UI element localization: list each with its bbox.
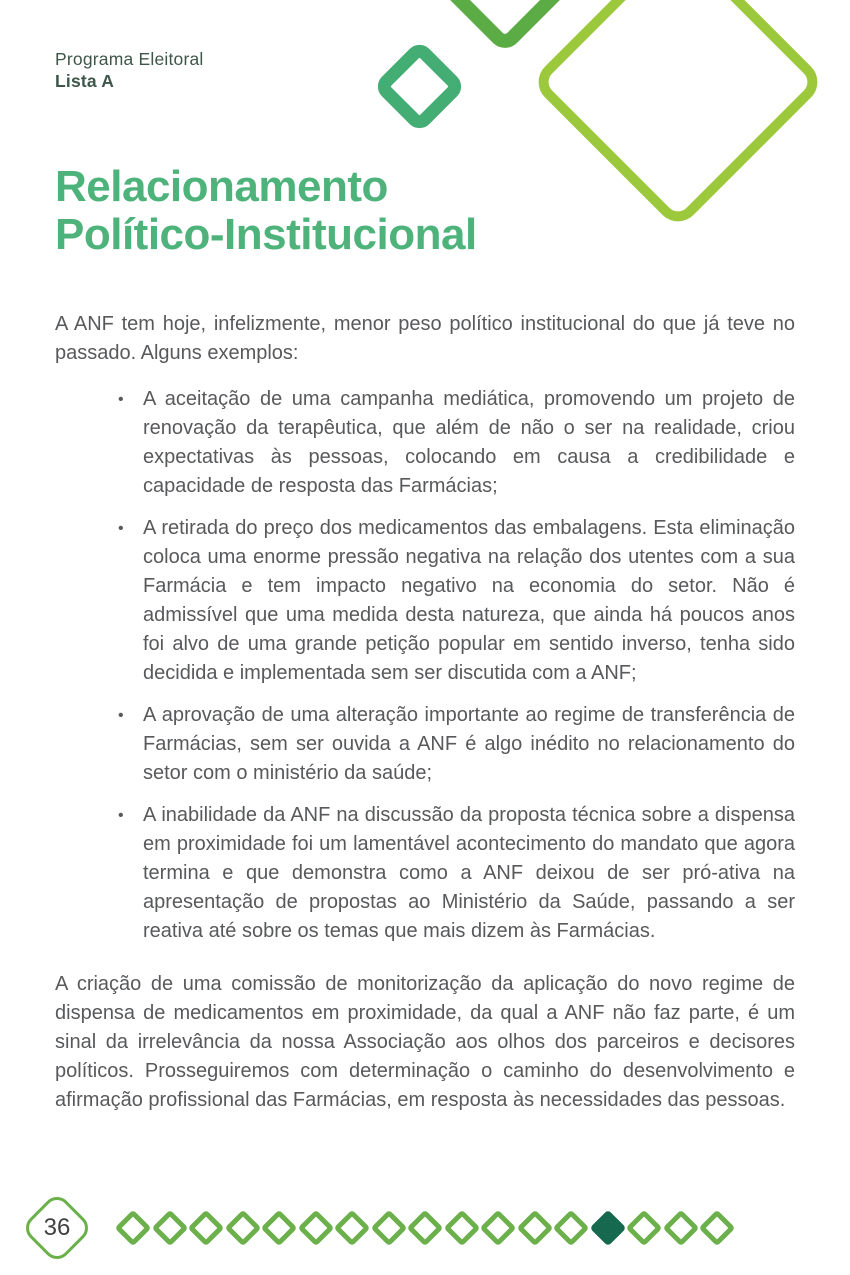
bullet-icon: •	[118, 707, 124, 724]
footer-diamond-icon	[297, 1210, 334, 1247]
diamond-outline-green-icon	[437, 0, 573, 55]
footer-diamond-icon	[662, 1210, 699, 1247]
bullet-text: A inabilidade da ANF na discussão da proposta técnica sobre a dispensa em proximidade foi um lamentável acontecimento do mandato que agora termina e que demonstra como a ANF deixou de ser pró-ativa na apresentação de propostas ao Ministério da Saúde, passando a ser reativa até sobre os temas que mais dizem às Farmácias.	[143, 804, 795, 942]
footer-diamond-icon	[334, 1210, 371, 1247]
list-item	[118, 701, 795, 788]
program-label: Programa Eleitoral	[55, 49, 204, 69]
footer-diamond-filled-icon	[589, 1210, 626, 1247]
footer-diamond-row	[120, 1215, 730, 1241]
bullet-text: A retirada do preço dos medicamentos das embalagens. Esta eliminação coloca uma enorme pressão negativa na relação dos utentes com a sua Farmácia e tem impacto negativo na economia do setor. Não é admissível que uma medida desta natureza, que ainda há poucos anos foi alvo de uma grande petição popular em sentido inverso, tenha sido decidida e implementada sem ser discutida com a ANF;	[143, 517, 795, 684]
bullet-list	[55, 385, 795, 946]
footer-diamond-icon	[407, 1210, 444, 1247]
list-item	[118, 514, 795, 688]
footer-diamond-icon	[115, 1210, 152, 1247]
page-title	[55, 163, 795, 259]
page-title-line2: Político-Institucional	[55, 210, 477, 259]
bullet-icon: •	[118, 807, 124, 824]
list-item	[118, 801, 795, 946]
diamond-outline-teal-icon	[372, 39, 467, 134]
list-label: Lista A	[55, 71, 115, 91]
page-header	[55, 48, 204, 92]
footer-diamond-icon	[626, 1210, 663, 1247]
footer-diamond-icon	[188, 1210, 225, 1247]
footer-diamond-icon	[516, 1210, 553, 1247]
footer-diamond-icon	[370, 1210, 407, 1247]
bullet-text: A aprovação de uma alteração importante ao regime de transferência de Farmácias, sem ser ouvida a ANF é algo inédito no relacionamento do setor com o ministério da saúde;	[143, 704, 795, 784]
bullet-text: A aceitação de uma campanha mediática, promovendo um projeto de renovação da terapêutica, que além de não o ser na realidade, criou expectativas às pessoas, colocando em causa a credibilidade e capacidade de resposta das Farmácias;	[143, 388, 795, 497]
bullet-icon: •	[118, 520, 124, 537]
list-item	[118, 385, 795, 501]
footer-diamond-icon	[151, 1210, 188, 1247]
footer-diamond-icon	[443, 1210, 480, 1247]
footer-diamond-icon	[480, 1210, 517, 1247]
footer-diamond-icon	[261, 1210, 298, 1247]
closing-paragraph: A criação de uma comissão de monitorização da aplicação do novo regime de dispensa de medicamentos em proximidade, da qual a ANF não faz parte, é um sinal da irrelevância da nossa Associação aos olhos dos parceiros e decisores políticos. Prosseguiremos com determinação o caminho do desenvolvimento e afirmação profissional das Farmácias, em resposta às necessidades das pessoas.	[55, 973, 795, 1111]
main-content	[55, 163, 795, 1115]
page-title-line1: Relacionamento	[55, 162, 388, 211]
footer-diamond-icon	[553, 1210, 590, 1247]
footer-diamond-icon	[224, 1210, 261, 1247]
bullet-icon: •	[118, 391, 124, 408]
footer-diamond-icon	[699, 1210, 736, 1247]
page-number: 36	[43, 1214, 71, 1241]
intro-paragraph: A ANF tem hoje, infelizmente, menor peso político institucional do que já teve no passado. Alguns exemplos:	[55, 313, 795, 364]
